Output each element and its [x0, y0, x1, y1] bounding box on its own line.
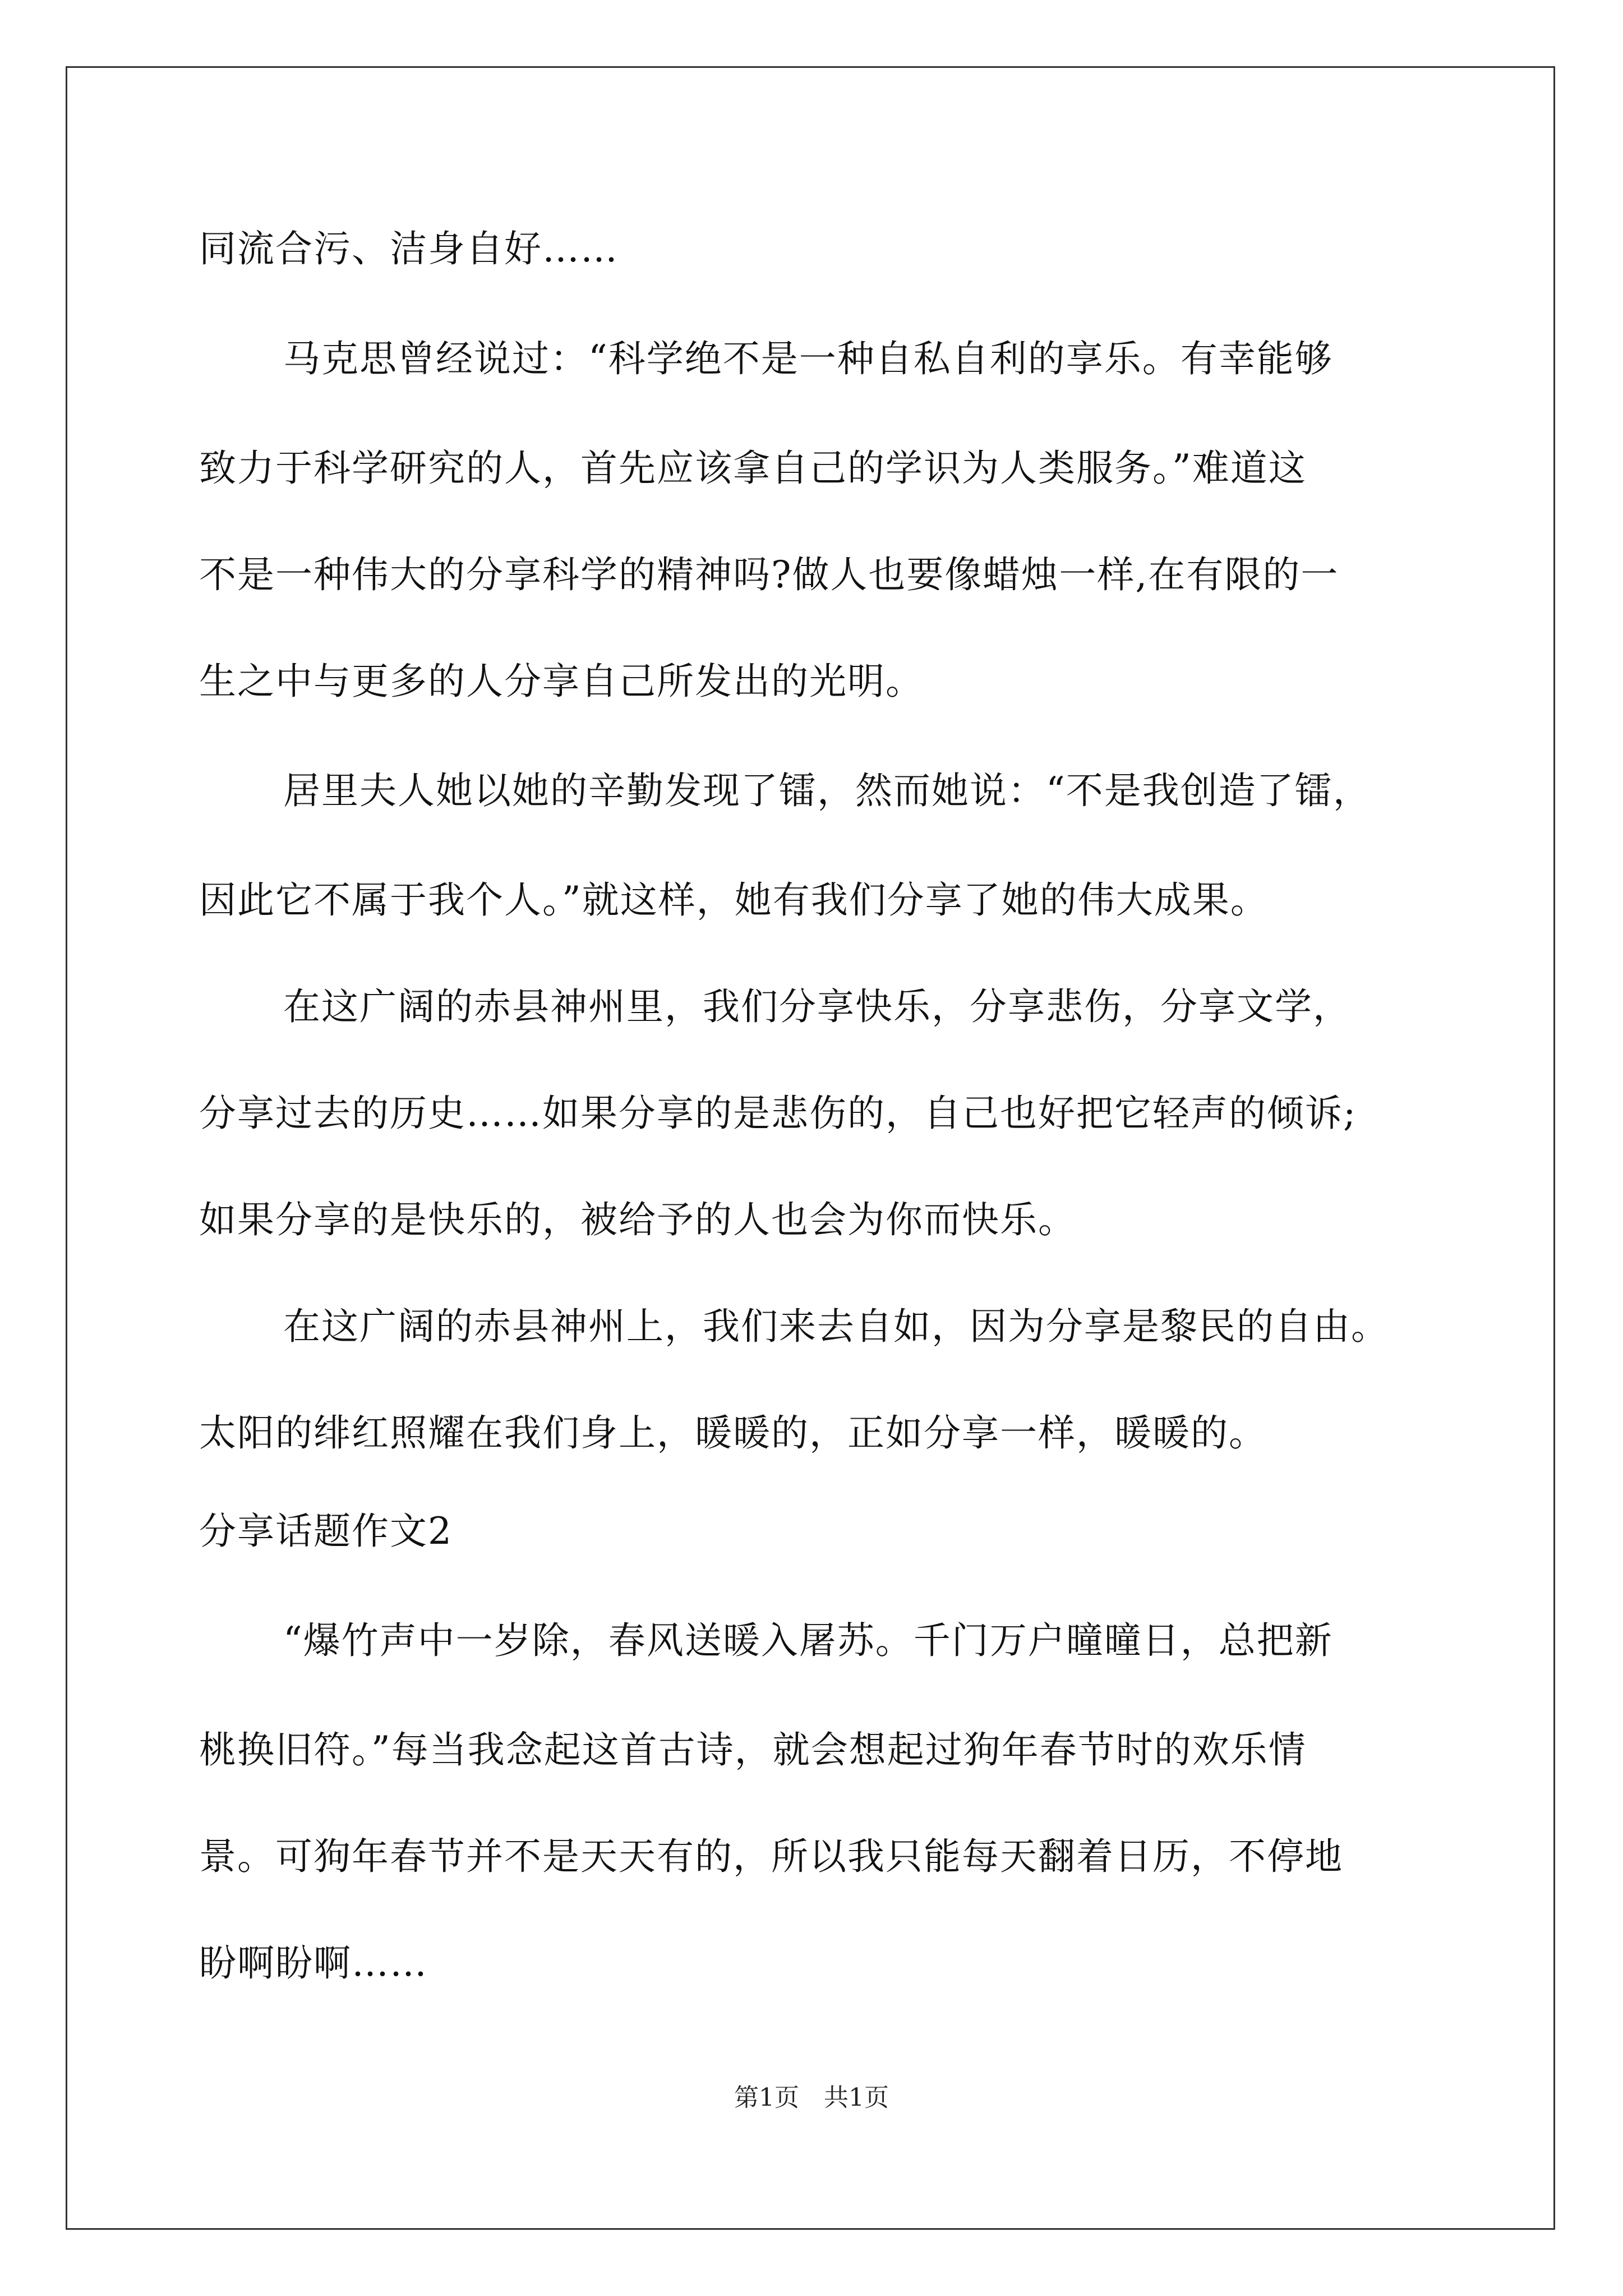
text-line: 太阳的绯红照耀在我们身上，暖暖的，正如分享一样，暖暖的。: [199, 1411, 1267, 1455]
text-line: 在这广阔的赤县神州上，我们来去自如，因为分享是黎民的自由。: [283, 1305, 1389, 1348]
text-line: 同流合污、洁身自好……: [199, 227, 619, 270]
section-heading: 分享话题作文2: [199, 1510, 453, 1553]
page-number-footer: 第1页 共1页: [734, 2083, 889, 2112]
text-line: 景。可狗年春节并不是天天有的，所以我只能每天翻着日历，不停地: [199, 1835, 1343, 1878]
text-line: 居里夫人她以她的辛勤发现了镭，然而她说：“不是我创造了镭，: [283, 769, 1371, 812]
text-line: 盼啊盼啊……: [199, 1941, 428, 1985]
text-line: 致力于科学研究的人，首先应该拿自己的学识为人类服务。”难道这: [199, 447, 1307, 490]
text-line: 不是一种伟大的分享科学的精神吗?做人也要像蜡烛一样,在有限的一: [199, 553, 1339, 596]
text-line: 如果分享的是快乐的，被给予的人也会为你而快乐。: [199, 1198, 1076, 1241]
text-line: 在这广阔的赤县神州里，我们分享快乐，分享悲伤，分享文学，: [283, 985, 1351, 1028]
text-line: 因此它不属于我个人。”就这样，她有我们分享了她的伟大成果。: [199, 878, 1269, 922]
page-border: [66, 66, 1555, 2230]
text-line: 分享过去的历史……如果分享的是悲伤的，自己也好把它轻声的倾诉;: [199, 1092, 1357, 1135]
text-line: 生之中与更多的人分享自己所发出的光明。: [199, 660, 924, 703]
text-line: 桃换旧符。”每当我念起这首古诗，就会想起过狗年春节时的欢乐情: [199, 1728, 1307, 1772]
text-line: “爆竹声中一岁除，春风送暖入屠苏。千门万户曈曈日，总把新: [283, 1619, 1333, 1662]
text-line: 马克思曾经说过：“科学绝不是一种自私自利的享乐。有幸能够: [283, 337, 1333, 380]
